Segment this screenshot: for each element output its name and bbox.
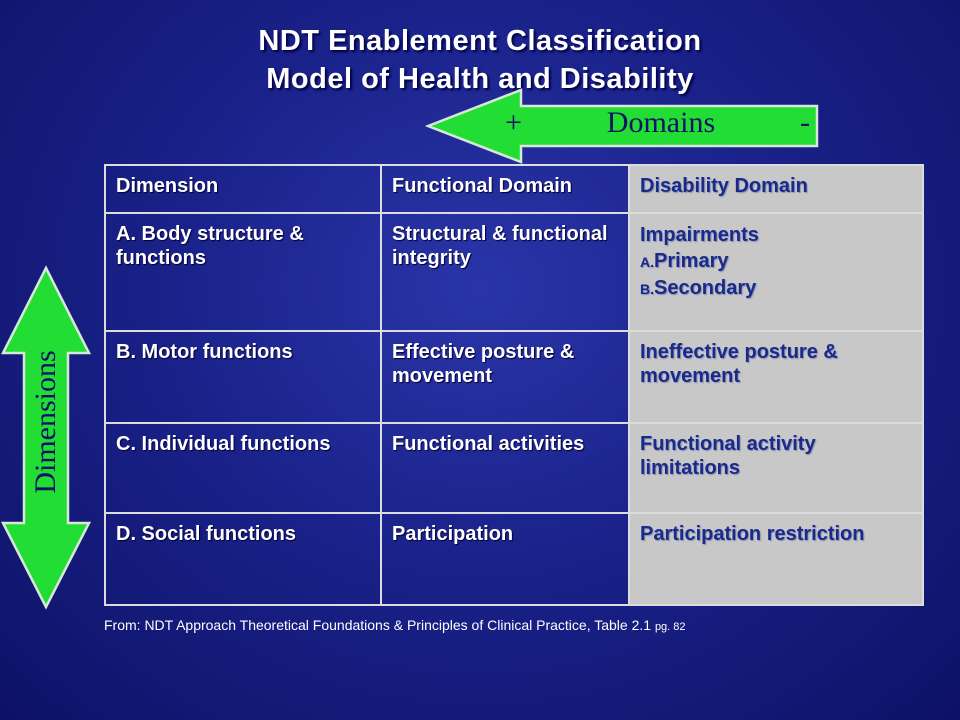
list-item — [640, 248, 912, 275]
citation-page: pg. 82 — [654, 621, 686, 633]
list-marker: B. — [640, 281, 654, 297]
header-dimension: Dimension — [105, 165, 381, 213]
table-row — [105, 423, 923, 513]
cell-dimension: D. Social functions — [105, 513, 381, 605]
list-text: Secondary — [654, 277, 757, 299]
table-row — [105, 213, 923, 331]
classification-table — [104, 164, 924, 606]
cell-disability — [629, 213, 923, 331]
domains-arrow-label — [505, 103, 810, 143]
domains-plus: + — [505, 106, 522, 139]
table-header-row — [105, 165, 923, 213]
cell-dimension: B. Motor functions — [105, 331, 381, 423]
cell-functional: Participation — [381, 513, 629, 605]
citation-main: From: NDT Approach Theoretical Foundations & Principles of Clinical Practice, Table 2.1 — [104, 617, 652, 633]
title-line-2: Model of Health and Disability — [266, 63, 694, 95]
header-disability-domain: Disability Domain — [629, 165, 923, 213]
dimensions-label: Dimensions — [29, 350, 62, 494]
header-functional-domain: Functional Domain — [381, 165, 629, 213]
list-text: Primary — [654, 250, 729, 272]
cell-disability: Participation restriction — [629, 513, 923, 605]
cell-dimension: C. Individual functions — [105, 423, 381, 513]
title-line-1: NDT Enablement Classification — [258, 25, 702, 57]
disability-heading: Impairments — [640, 224, 759, 246]
domains-minus: - — [800, 106, 810, 139]
table-row — [105, 331, 923, 423]
cell-functional: Structural & functional integrity — [381, 213, 629, 331]
cell-disability: Ineffective posture & movement — [629, 331, 923, 423]
table-row — [105, 513, 923, 605]
list-marker: A. — [640, 254, 654, 270]
cell-functional: Effective posture & movement — [381, 331, 629, 423]
slide-title — [0, 22, 960, 98]
cell-dimension: A. Body structure & functions — [105, 213, 381, 331]
cell-functional: Functional activities — [381, 423, 629, 513]
list-item — [640, 275, 912, 302]
cell-disability: Functional activity limitations — [629, 423, 923, 513]
domains-label: Domains — [606, 106, 716, 139]
citation — [104, 617, 686, 633]
